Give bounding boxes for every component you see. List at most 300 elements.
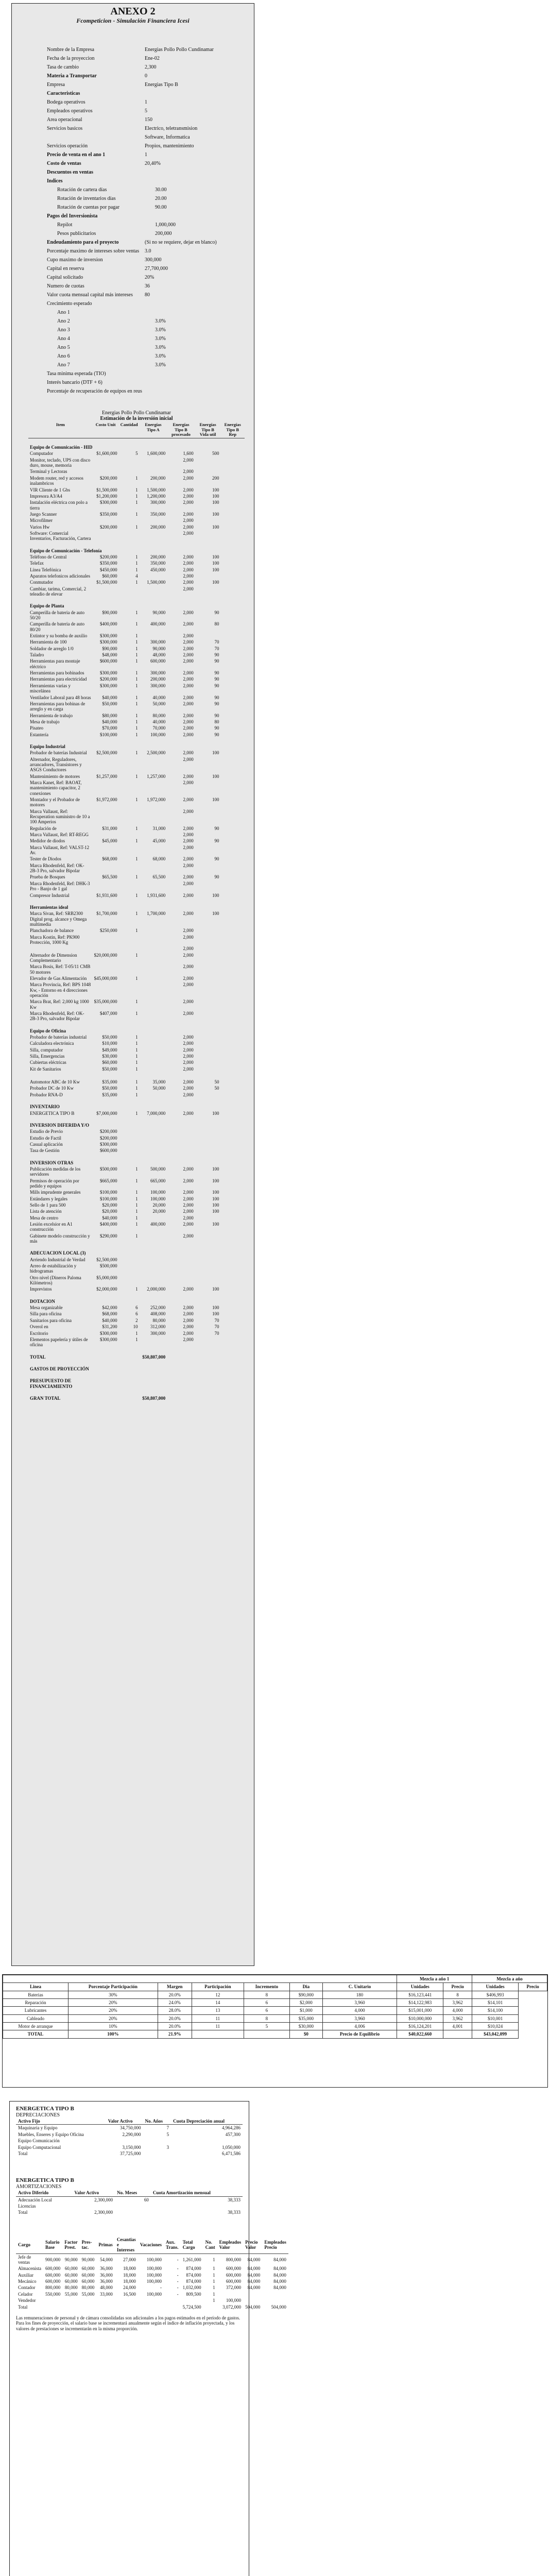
investment-section-name <box>28 1072 245 1079</box>
parameter-row <box>47 203 217 212</box>
investment-cell: 2,000 <box>183 952 194 958</box>
investment-cell: 1 <box>135 1215 138 1221</box>
payroll-cell <box>96 2297 115 2303</box>
investment-cell: $407,000 <box>99 1011 117 1016</box>
parameter-value: Software, Informatica <box>145 134 190 140</box>
investment-cell: Herramienta de 100 <box>30 639 67 645</box>
investment-cell: 50,000 <box>152 701 166 706</box>
payroll-cell <box>62 2304 79 2310</box>
investment-section-name: Herramientas ideal <box>30 904 68 910</box>
parameter-label: Empleados operativos <box>47 108 93 114</box>
parameter-label: Rotación de cuentas por pagar <box>57 204 120 210</box>
investment-cell: 1,257,000 <box>147 773 166 779</box>
investment-cell: 2,000 <box>183 1196 194 1201</box>
payroll-cell: 90,000 <box>64 2257 78 2262</box>
payroll-header: Total Cargo <box>181 2236 203 2254</box>
investment-cell <box>140 756 167 773</box>
investment-cell: Mantenimiento de motores <box>30 773 80 779</box>
investment-cell: 90 <box>214 670 219 676</box>
amortization-row <box>16 2196 243 2203</box>
investment-cell: 2,000 <box>183 756 194 762</box>
amortization-subtitle: AMORTIZACIONES <box>16 2183 62 2190</box>
investment-cell <box>119 1128 140 1134</box>
parameter-label: Porcentaje maximo de intereses sobre ventas <box>47 248 140 254</box>
investment-cell: $100,000 <box>99 1190 117 1195</box>
investment-cell: 70 <box>214 1324 219 1330</box>
payroll-cell: 18,000 <box>123 2272 136 2278</box>
investment-cell: $50,000 <box>102 1035 117 1040</box>
payroll-cell: 504,000 <box>245 2304 261 2310</box>
parameter-label: Ano 5 <box>57 344 70 350</box>
payroll-cell: 1 <box>213 2272 215 2278</box>
investment-header: Energías Tipo A <box>140 422 167 438</box>
investment-cell <box>140 808 167 825</box>
investment-cell <box>140 1034 167 1040</box>
investment-cell: $20,000 <box>102 1209 117 1214</box>
investment-cell: 90 <box>214 725 219 731</box>
investment-cell <box>140 1066 167 1072</box>
investment-cell: 1,500,000 <box>147 487 166 493</box>
investment-row <box>28 609 245 621</box>
investment-cell: 2,000 <box>183 1336 194 1342</box>
investment-cell <box>119 1257 140 1263</box>
investment-cell: Computador <box>30 451 53 456</box>
parameter-row <box>47 238 217 247</box>
investment-cell <box>119 468 140 474</box>
investment-cell <box>140 1128 167 1134</box>
depreciation-row <box>16 2144 243 2150</box>
investment-cell <box>93 862 119 874</box>
investment-cell: Mills imprudente generales <box>30 1190 81 1195</box>
depreciation-header: No. Años <box>143 2118 171 2125</box>
investment-cell: 7,000,000 <box>147 1110 166 1116</box>
investment-cell: 300,000 <box>150 639 166 645</box>
parameter-row <box>47 247 217 256</box>
payroll-cell: 1 <box>213 2257 215 2262</box>
payroll-cell: 54,000 <box>100 2257 113 2262</box>
investment-cell <box>195 952 221 964</box>
investment-cell: 500,000 <box>150 1166 166 1172</box>
parameter-label: Precio de venta en el ano 1 <box>47 151 106 158</box>
mix-cell: $15,001,000 <box>397 2007 443 2014</box>
investment-cell: 2,000 <box>183 999 194 1005</box>
parameter-row <box>47 317 217 326</box>
investment-row <box>28 934 245 946</box>
investment-cell: 1 <box>135 1092 138 1097</box>
depreciation-cell: Maquinaria y Equipo <box>18 2125 58 2131</box>
parameter-value: 1,000,000 <box>155 222 176 228</box>
investment-cell: Telefax <box>30 561 44 566</box>
investment-cell: 4 <box>135 573 138 579</box>
parameter-row <box>47 369 217 378</box>
investment-cell: 400,000 <box>150 621 166 627</box>
investment-cell <box>119 1275 140 1286</box>
investment-cell: $80,000 <box>102 713 117 718</box>
investment-cell: 1 <box>135 1011 138 1016</box>
investment-cell <box>195 1034 221 1040</box>
investment-cell: Línea Telefónica <box>30 567 61 572</box>
investment-cell <box>167 1147 195 1154</box>
investment-cell: 2,000 <box>183 475 194 481</box>
investment-cell: $300,000 <box>99 670 117 676</box>
payroll-cell: - <box>160 2285 162 2291</box>
investment-cell: $50,000 <box>102 1086 117 1091</box>
investment-row <box>28 998 245 1010</box>
investment-cell: 70 <box>214 1330 219 1336</box>
investment-cell <box>195 1275 221 1286</box>
depreciation-row <box>16 2125 243 2131</box>
investment-cell <box>28 945 93 952</box>
parameter-label: Rotación de cartera días <box>57 187 107 193</box>
payroll-cell: 80,000 <box>64 2285 78 2291</box>
payroll-header: Pres-tac. <box>80 2236 97 2254</box>
investment-row <box>28 567 245 573</box>
investment-cell: $350,000 <box>99 561 117 566</box>
investment-cell <box>119 963 140 975</box>
payroll-cell: 84,000 <box>273 2266 286 2272</box>
investment-cell: 70 <box>214 1317 219 1323</box>
parameter-label: Capital en reserva <box>47 265 84 272</box>
mix-cell: Reparación <box>3 1999 68 2007</box>
investment-cell: 1 <box>135 487 138 493</box>
investment-row <box>28 1208 245 1214</box>
payroll-cell: Jefe de ventas <box>18 2254 31 2265</box>
investment-cell: 100 <box>212 1222 219 1227</box>
investment-cell <box>195 832 221 838</box>
parameter-label: Caracteristicas <box>47 90 80 96</box>
investment-cell: Impresora A3/A4 <box>30 493 62 499</box>
investment-cell: $60,000 <box>102 573 117 579</box>
payroll-cell: 36,000 <box>100 2279 113 2284</box>
amortization-cell: Adecuación Local <box>18 2197 52 2202</box>
payroll-row <box>16 2278 288 2284</box>
investment-row <box>28 1147 245 1154</box>
investment-cell <box>140 1059 167 1065</box>
investment-cell: 2,000 <box>183 1190 194 1195</box>
investment-cell: 80,000 <box>152 713 166 718</box>
investment-cell: 2,000 <box>183 911 194 917</box>
investment-cell <box>140 1141 167 1147</box>
mix-total-cell: $43,042,099 <box>472 2030 519 2038</box>
investment-cell: 2,000 <box>183 633 194 639</box>
mix-cell: 20.0% <box>158 2014 192 2022</box>
investment-cell <box>140 945 167 952</box>
investment-row <box>28 1010 245 1022</box>
depreciation-cell: 4,964,286 <box>222 2125 240 2131</box>
investment-cell: Marca Rhodenfeld, Ref: OK-2B-3 Pro, salvador Bipolar <box>30 862 84 874</box>
mix-cell: 4,000 <box>322 2007 397 2014</box>
investment-cell: 1 <box>135 713 138 718</box>
investment-total-cell <box>167 1372 195 1389</box>
investment-cell: Probador RNA-D <box>30 1092 63 1097</box>
mix-cell: $16,123,441 <box>397 1991 443 1998</box>
investment-cell: 68,000 <box>152 856 166 862</box>
payroll-cell <box>43 2297 62 2303</box>
investment-cell <box>195 1233 221 1245</box>
investment-cell: Aparatos telefonicos adicionales <box>30 573 90 579</box>
parameter-value: Ene-02 <box>145 55 160 61</box>
investment-cell: 2,000 <box>183 856 194 862</box>
investment-cell <box>195 1263 221 1275</box>
investment-row <box>28 880 245 892</box>
investment-cell: $2,000,000 <box>96 1286 117 1292</box>
mix-header: Linea <box>3 1983 68 1991</box>
investment-cell: Automotor ABC de 10 Kw <box>30 1079 80 1085</box>
investment-cell: 100,000 <box>150 1196 166 1201</box>
investment-header-row <box>28 422 245 438</box>
investment-cell: Herramientas varias y miscelánea <box>30 683 71 694</box>
investment-cell: 1 <box>135 646 138 651</box>
investment-total-cell: PRESUPUESTO DE FINANCIAMIENTO <box>30 1378 73 1389</box>
parameter-value: 3.0% <box>155 327 166 333</box>
investment-row <box>28 658 245 670</box>
mix-cell: 10% <box>68 2023 158 2030</box>
investment-cell <box>195 1053 221 1059</box>
investment-cell: 2,000 <box>183 1035 194 1040</box>
investment-cell: 2,000 <box>183 1066 194 1072</box>
investment-cell: $500,000 <box>99 1166 117 1172</box>
parameter-label: Crecimiento esperado <box>47 300 92 307</box>
investment-section-name: Equipo de Oficina <box>30 1028 66 1033</box>
investment-cell: 1 <box>135 773 138 779</box>
investment-cell: $40,000 <box>102 1317 117 1323</box>
investment-cell: 2,000 <box>183 639 194 645</box>
investment-cell: 2,000 <box>183 725 194 731</box>
investment-cell: Soldador de arreglo 1/0 <box>30 646 74 651</box>
investment-cell: 2,000 <box>183 469 194 474</box>
payroll-cell: 48,000 <box>100 2285 113 2291</box>
investment-cell: Silla para oficina <box>30 1311 62 1317</box>
parameter-row <box>47 273 217 282</box>
investment-section-row <box>28 1098 245 1110</box>
investment-total-cell <box>195 1360 221 1372</box>
payroll-cell: 18,000 <box>123 2266 136 2272</box>
investment-cell: $50,000 <box>102 701 117 706</box>
mix-group-year1: Mezcla a año 1 <box>397 1975 472 1983</box>
investment-row <box>28 1110 245 1116</box>
payroll-cell: 84,000 <box>273 2285 286 2291</box>
payroll-cell: - <box>177 2291 179 2297</box>
investment-row <box>28 719 245 725</box>
investment-cell <box>195 880 221 892</box>
investment-cell: 1 <box>135 1286 138 1292</box>
investment-cell: 2,000 <box>183 652 194 658</box>
payroll-header: Factor Prest. <box>62 2236 79 2254</box>
investment-cell <box>140 1257 167 1263</box>
investment-row <box>28 1215 245 1221</box>
investment-cell: 1 <box>135 1066 138 1072</box>
investment-cell: 1,700,000 <box>147 911 166 917</box>
investment-cell: $300,000 <box>99 1141 117 1147</box>
investment-cell: 2,000 <box>183 1317 194 1323</box>
investment-cell: Cubiertas eléctricas <box>30 1060 66 1065</box>
mix-header-row <box>3 1983 547 1991</box>
parameter-label: Fecha de la proyeccion <box>47 55 95 61</box>
parameter-value: Electrico, teletransmision <box>145 125 198 131</box>
investment-cell <box>140 934 167 946</box>
parameter-row <box>47 308 217 317</box>
payroll-cell: - <box>177 2266 179 2272</box>
investment-cell: $100,000 <box>99 1196 117 1201</box>
parameter-value: 30.00 <box>155 187 167 193</box>
investment-cell: 1 <box>135 621 138 627</box>
investment-row <box>28 639 245 645</box>
investment-cell <box>195 779 221 796</box>
investment-cell: 300,000 <box>150 1330 166 1336</box>
investment-cell: Mesa de trabajo <box>30 719 60 724</box>
payroll-cell: 60,000 <box>64 2279 78 2284</box>
mix-header: Unidades <box>472 1983 519 1991</box>
investment-cell: 50 <box>214 1086 219 1091</box>
investment-row <box>28 1317 245 1324</box>
investment-cell <box>119 530 140 542</box>
parameter-label: Indices <box>47 178 63 184</box>
investment-cell: 70 <box>214 646 219 651</box>
mix-cell: $10,000,000 <box>397 2014 443 2022</box>
investment-cell: 2,000 <box>183 1011 194 1016</box>
investment-cell: 50,000 <box>152 1086 166 1091</box>
mix-cell: $35,000 <box>289 2014 322 2022</box>
investment-cell: 1 <box>135 1054 138 1059</box>
payroll-header: Precio Valor <box>243 2236 262 2254</box>
investment-cell <box>119 880 140 892</box>
payroll-cell: 1,261,000 <box>182 2257 201 2262</box>
investment-cell <box>195 586 221 598</box>
mix-header: Porcentaje Participación <box>68 1983 158 1991</box>
investment-cell: Marca Provincia, Ref: BPS 1048 Kw, - Entorno en 4 direcciones operación <box>30 982 91 998</box>
investment-cell <box>119 1141 140 1147</box>
investment-cell: 600,000 <box>150 658 166 664</box>
investment-cell <box>119 457 140 469</box>
investment-row <box>28 975 245 981</box>
investment-cell <box>195 1092 221 1098</box>
investment-cell: $90,000 <box>102 609 117 615</box>
investment-cell: 2,000 <box>183 683 194 688</box>
investment-cell: 2,000 <box>183 928 194 934</box>
investment-cell: Sello de 1 para 500 <box>30 1202 66 1208</box>
mix-cell: 8 <box>244 2014 289 2022</box>
investment-cell: $300,000 <box>99 633 117 639</box>
investment-cell: 2,000 <box>183 1047 194 1053</box>
parameter-row <box>47 150 217 159</box>
investment-cell <box>195 945 221 952</box>
amortization-table <box>16 2190 243 2215</box>
payroll-cell <box>243 2297 262 2303</box>
payroll-cell: 3,072,000 <box>222 2304 242 2310</box>
investment-cell: Alternador, Reguladores, arrancadores, Transistores y ASGS Conductores <box>30 756 82 773</box>
mix-cell: 6 <box>244 2007 289 2014</box>
investment-cell: $1,257,000 <box>96 773 117 779</box>
investment-cell: 200 <box>212 475 219 481</box>
investment-cell: 2,000 <box>183 1286 194 1292</box>
investment-row <box>28 1066 245 1072</box>
payroll-cell: Celador <box>18 2291 33 2297</box>
investment-row <box>28 1059 245 1065</box>
investment-section-row <box>28 1022 245 1034</box>
investment-cell: 100 <box>212 493 219 499</box>
parameter-row <box>47 98 217 107</box>
depreciation-row <box>16 2131 243 2138</box>
parameter-label: Rotación de inventarios días <box>57 195 116 201</box>
payroll-cell <box>138 2297 164 2303</box>
mix-header: C. Unitario <box>322 1983 397 1991</box>
investment-row <box>28 1135 245 1141</box>
investment-cell: Overol en <box>30 1324 48 1330</box>
investment-cell: 70,000 <box>152 725 166 731</box>
investment-section-row <box>28 899 245 910</box>
investment-cell: Calculadora electrónica <box>30 1041 74 1046</box>
mix-cell: 20.0% <box>158 2023 192 2030</box>
investment-cell: 100 <box>212 524 219 530</box>
investment-cell: $10,000 <box>102 1041 117 1046</box>
investment-cell: Otro nivel (Dineros Paloma Kilómetros) <box>30 1275 81 1286</box>
depreciation-cell: 2,290,000 <box>122 2131 141 2137</box>
investment-cell: 1 <box>135 1041 138 1046</box>
mix-cell: $16,124,201 <box>397 2023 443 2030</box>
investment-cell: $300,000 <box>99 1336 117 1342</box>
investment-cell: 300,000 <box>150 683 166 688</box>
investment-cell <box>195 1147 221 1154</box>
investment-cell: Software: Comercial Inventarios, Facturación, Cartera <box>30 530 91 541</box>
investment-cell <box>195 1010 221 1022</box>
investment-cell: 1 <box>135 838 138 844</box>
mix-cell: $90,000 <box>289 1991 322 1998</box>
amortization-header: No. Meses <box>115 2190 151 2196</box>
investment-cell: Arriendo Industrial de Verdad <box>30 1257 85 1262</box>
payroll-cell: 504,000 <box>271 2304 286 2310</box>
investment-cell: 2,000 <box>183 1233 194 1239</box>
mix-table <box>3 1975 547 2039</box>
payroll-cell: 60,000 <box>81 2279 95 2284</box>
investment-cell: 1 <box>135 750 138 756</box>
investment-row <box>28 779 245 796</box>
investment-cell: Terminal y Lectoras <box>30 469 67 474</box>
payroll-cell: 60,000 <box>81 2272 95 2278</box>
investment-cell: $5,000,000 <box>96 1275 117 1280</box>
investment-cell: 2,000 <box>183 561 194 566</box>
investment-cell: 2,000 <box>183 773 194 779</box>
mix-cell: $14,100 <box>472 2007 519 2014</box>
mix-cell: $2,000 <box>289 1999 322 2007</box>
amortization-cell: 38,333 <box>228 2210 240 2215</box>
investment-cell <box>140 1336 167 1348</box>
investment-cell: 2,000 <box>183 1222 194 1227</box>
investment-cell: 1 <box>135 1086 138 1091</box>
parameter-row <box>47 229 217 238</box>
investment-cell: 1 <box>135 580 138 585</box>
investment-cell <box>140 1233 167 1245</box>
payroll-cell: 1 <box>213 2266 215 2272</box>
amortization-cell <box>115 2209 151 2215</box>
investment-cell: 1 <box>135 732 138 737</box>
payroll-cell: 1 <box>213 2279 215 2284</box>
investment-cell <box>119 981 140 998</box>
investment-cell <box>195 1040 221 1046</box>
investment-cell: 2,000 <box>183 530 194 536</box>
parameter-label: Valor cuota mensual capital más intereses <box>47 292 133 298</box>
investment-cell: 2,000 <box>183 646 194 651</box>
parameter-label: Ano 1 <box>57 309 70 315</box>
parameter-row <box>47 282 217 291</box>
investment-cell: 2,000 <box>183 975 194 981</box>
parameter-row <box>47 63 217 72</box>
investment-cell: 2,000 <box>183 880 194 886</box>
investment-cell <box>93 934 119 946</box>
investment-row <box>28 1221 245 1233</box>
payroll-cell <box>96 2304 115 2310</box>
parameter-value: 36 <box>145 283 150 289</box>
investment-title: Estimación de la inversión inicial <box>100 416 173 422</box>
